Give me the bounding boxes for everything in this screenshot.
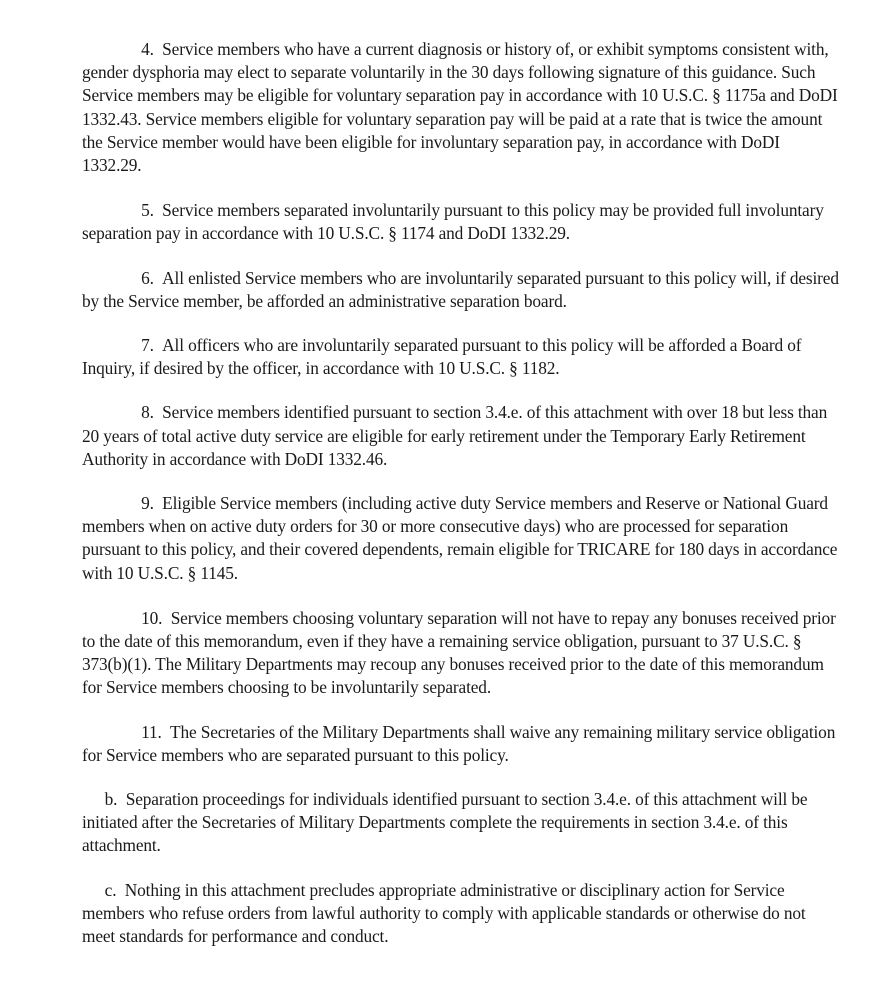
paragraph-letter: c. (104, 879, 117, 900)
paragraph-text: Separation proceedings for individuals identified pursuant to section 3.4.e. of this attachment will be initiated after the Secretaries of Military Departments complete the requirements in section 3.4.e. of this attachment. (82, 789, 808, 856)
paragraph-text: Service members separated involuntarily pursuant to this policy may be provided full involuntary separation pay in accordance with 10 U.S.C. § 1174 and DoDI 1332.29. (82, 200, 824, 244)
paragraph-5 (82, 199, 840, 245)
paragraph-text: All officers who are involuntarily separated pursuant to this policy will be afforded a Board of Inquiry, if desired by the officer, in accordance with 10 U.S.C. § 1182. (82, 335, 802, 379)
paragraph-number: 9. (141, 493, 154, 514)
paragraph-text: Nothing in this attachment precludes appropriate administrative or disciplinary action for Service members who refuse orders from lawful authority to comply with applicable standards or otherwise do not meet standards for performance and conduct. (82, 879, 806, 947)
paragraph-number: 4. (141, 39, 154, 59)
paragraph-b (82, 788, 840, 858)
paragraph-number: 6. (141, 267, 154, 288)
paragraph-text: Service members choosing voluntary separation will not have to repay any bonuses received prior to the date of this memorandum, even if they have a remaining service obligation, pursuant to 37 U.S.C. § 373(b)(1). The Military Departments may recoup any bonuses received prior to the date of this memorandum for Service members choosing to be involuntarily separated. (82, 607, 836, 698)
paragraph-letter: b. (104, 789, 118, 810)
paragraph-number: 5. (141, 200, 154, 221)
paragraph-11 (82, 721, 840, 767)
paragraph-text: Service members who have a current diagnosis or history of, or exhibit symptoms consistent with, gender dysphoria may elect to separate voluntarily in the 30 days following signature of this guidance. Such Service members may be eligible for voluntary separation pay in accordance with 10 U.S.C. § 1175a and DoDI 1332.43. Service members eligible for voluntary separation pay will be paid at a rate that is twice the amount the Service member would have been eligible for involuntary separation pay, in accordance with DoDI 1332.29. (82, 39, 838, 176)
paragraph-number: 7. (141, 335, 154, 356)
paragraph-8 (82, 401, 840, 471)
paragraph-text: All enlisted Service members who are involuntarily separated pursuant to this policy will, if desired by the Service member, be afforded an administrative separation board. (82, 267, 839, 311)
paragraph-text: Service members identified pursuant to section 3.4.e. of this attachment with over 18 but less than 20 years of total active duty service are eligible for early retirement under the Temporary Early Retirement Authority in accordance with DoDI 1332.46. (82, 402, 828, 469)
paragraph-c (82, 879, 840, 949)
paragraph-text: The Secretaries of the Military Departments shall waive any remaining military service obligation for Service members who are separated pursuant to this policy. (82, 721, 836, 765)
paragraph-number: 8. (141, 402, 154, 423)
paragraph-text: Eligible Service members (including active duty Service members and Reserve or National Guard members when on active duty orders for 30 or more consecutive days) who are processed for separation pursuant to this policy, and their covered dependents, remain eligible for TRICARE for 180 days in accordance with 10 U.S.C. § 1145. (82, 493, 838, 583)
paragraph-7 (82, 334, 840, 380)
paragraph-number: 11. (141, 721, 162, 742)
document-page (82, 38, 852, 968)
paragraph-10 (82, 607, 840, 700)
paragraph-9 (82, 492, 840, 585)
paragraph-number: 10. (141, 607, 163, 628)
paragraph-6 (82, 267, 840, 313)
paragraph-4 (82, 38, 840, 177)
